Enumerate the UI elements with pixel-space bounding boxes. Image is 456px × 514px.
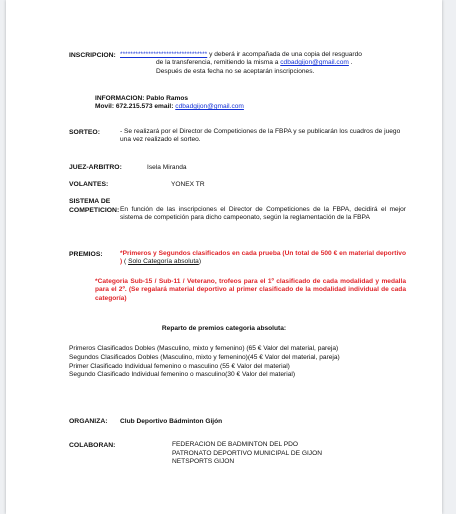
juez-label: JUEZ-ARBITRO: [69,164,122,171]
sistema-label-1: SISTEMA DE [69,198,111,205]
organiza-label: ORGANIZA: [69,418,108,425]
reparto-title: Reparto de premios categoria absoluta: [161,325,287,332]
premios-item-2: *Categoria Sub-15 / Sub-11 / Veterano, trofeos para el 1º clasificado de cada modalidad y medalla para el 2º. (Se regalará material deportivo al primer clasificado de la modalidad individual de cada categoría) [95,278,406,302]
inscripcion-email-link[interactable]: cdbadgijon@gmail.com [280,59,349,66]
premios-label: PREMIOS: [69,251,103,258]
premios-item-1-text: *Primeros y Segundos clasificados en cada prueba (Un total de 500 € en material deportivo ) [120,250,406,266]
premios-item-1-tail: ( [122,258,129,266]
sistema-label-2: COMPETICION: [69,207,120,214]
reparto-line: Segundo Clasificado Individual femenino o masculino(30 € Valor del material) [69,371,296,379]
informacion-movil-text: Movil: 672.215.573 email: [95,103,176,110]
inscripcion-line2-end: . [348,59,353,66]
informacion-movil [95,103,244,111]
sistema-text: En función de las inscripciones el Director de Competiciones de la FBPA, decidirá el mejor sistema de competición para dicho campeonato, según la reglamentación de la FBPA [120,206,406,222]
volantes-label: VOLANTES: [69,181,109,188]
inscripcion-line2-text: de la transferencia, remitiendo la misma a [156,59,281,66]
informacion-email-link[interactable]: cdbadgijon@gmail.com [175,103,244,110]
colaboran-item: PATRONATO DEPORTIVO MUNICIPAL DE GIJON [172,449,322,457]
informacion-contact: INFORMACION: Pablo Ramos [95,95,189,102]
premios-item-1 [120,250,406,267]
organiza-value: Club Deportivo Bádminton Gijón [120,418,223,425]
reparto-line: Segundos Clasificados Dobles (Masculino, mixto y femenino)(45 € Valor del material, pareja) [69,353,340,361]
reparto-line: Primeros Clasificados Dobles (Masculino, mixto y femenino) (65 € Valor del material, pareja) [69,345,339,352]
inscripcion-stars: ********************************** [120,51,208,58]
colaboran-item: FEDERACION DE BADMINTON DEL PDO [172,441,299,448]
inscripcion-line3: Después de esta fecha no se aceptarán inscripciones. [156,68,315,75]
inscripcion-label: INSCRIPCION: [69,52,116,59]
inscripcion-line1-text: y deberá ir acompañada de una copia del resguardo [207,51,362,58]
premios-item-1-close: ) [198,258,202,266]
colaboran-item: NETSPORTS GIJON [172,458,235,466]
colaboran-label: COLABORAN: [69,442,116,449]
document-page [6,0,442,514]
reparto-list [69,345,409,380]
volantes-value: YONEX TR [171,181,205,188]
premios-item-1-underline: Solo Categoría absoluta [128,258,199,266]
colaboran-list [172,441,322,467]
reparto-line: Primer Clasificado Individual femenino o masculino (55 € Valor del material) [69,362,290,370]
juez-value: Isela Miranda [147,164,187,171]
sorteo-label: SORTEO: [69,129,100,136]
inscripcion-line2 [156,59,406,67]
sorteo-text: - Se realizará por el Director de Competiciones de la FBPA y se publicarán los cuadros de juego una vez realizado el sorteo. [120,128,401,144]
